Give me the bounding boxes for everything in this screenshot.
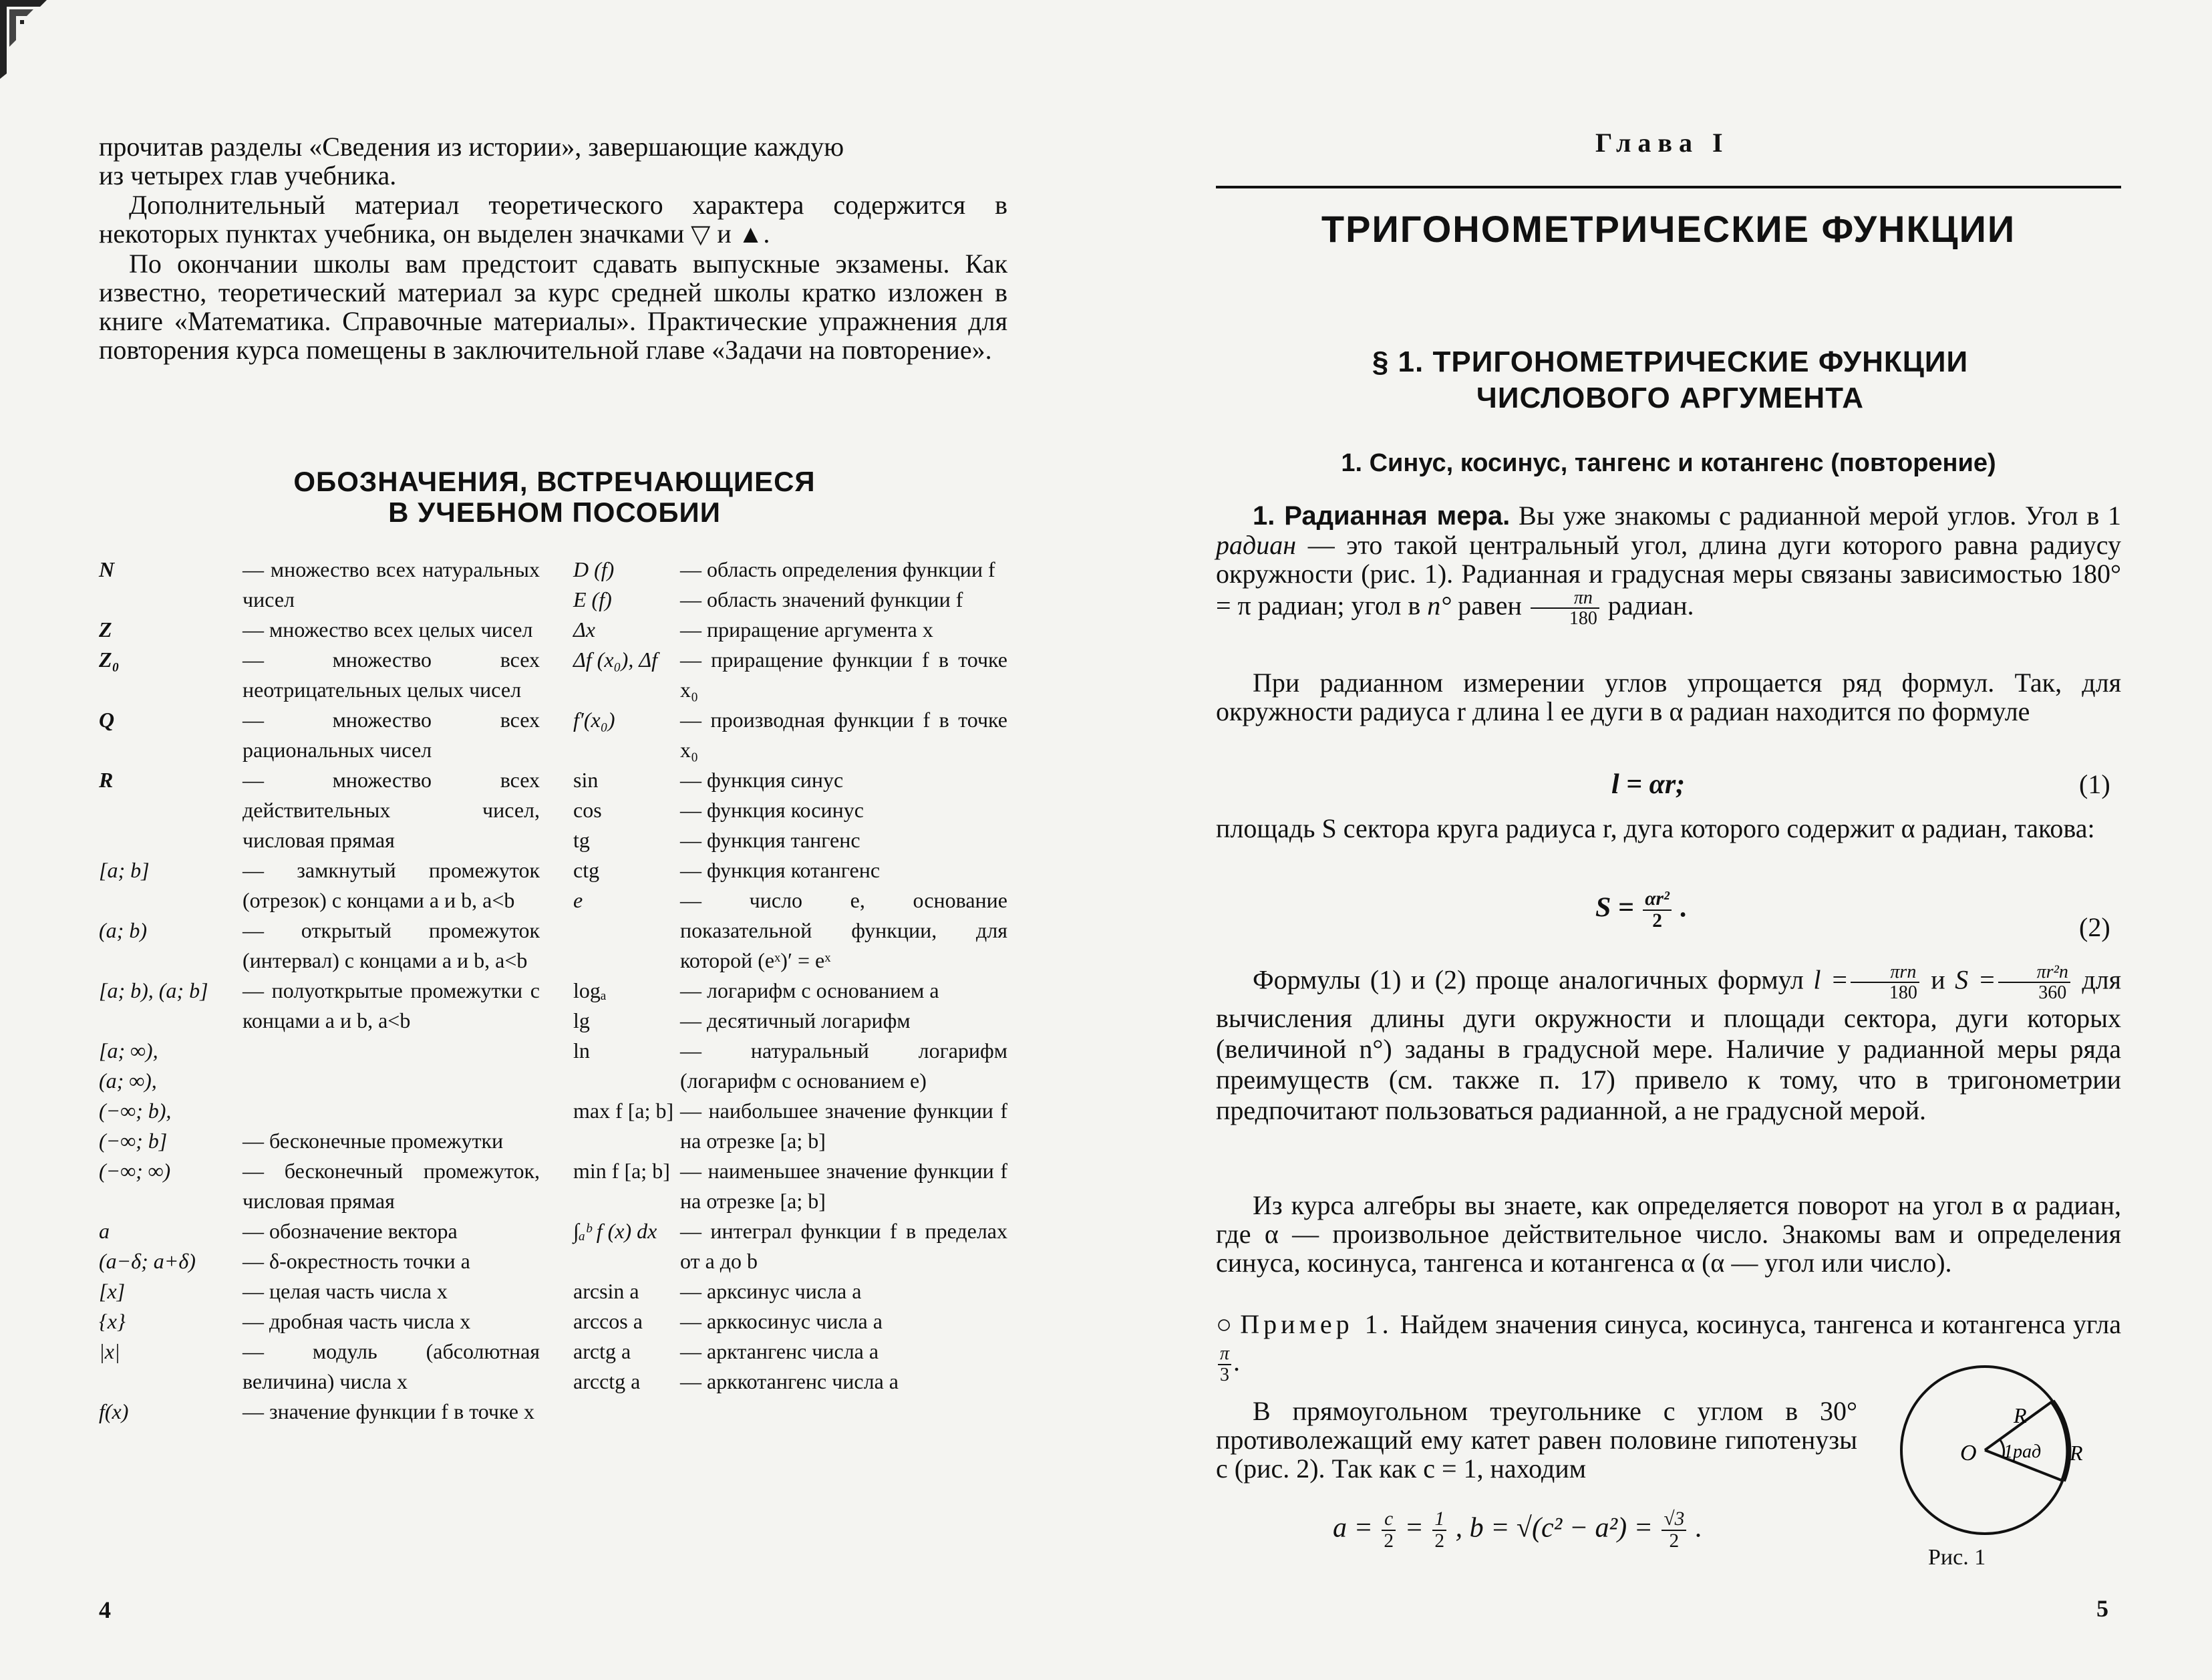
notation-symbol: [x] bbox=[99, 1279, 126, 1303]
notation-symbol: logₐ bbox=[573, 978, 607, 1002]
intro-line-1: прочитав разделы «Сведения из истории», завершающие каждую bbox=[99, 132, 844, 162]
figure-angle-label: 1рад bbox=[2004, 1441, 2042, 1462]
example-fraction bbox=[1218, 1344, 1231, 1385]
formula-1-number: (1) bbox=[2079, 769, 2110, 799]
notation-description: — арксинус числа a bbox=[680, 1279, 862, 1303]
radian-text-4: радиан. bbox=[1607, 590, 1694, 621]
comparison-paragraph bbox=[1216, 962, 2121, 1126]
notation-description: — множество всех рациональных чисел bbox=[243, 708, 540, 762]
radian-fraction-den: 180 bbox=[1569, 608, 1597, 629]
formula-2-end: . bbox=[1680, 892, 1688, 924]
subsection-title: 1. Синус, косинус, тангенс и котангенс (повторение) bbox=[1341, 449, 1996, 477]
notation-description: — дробная часть числа x bbox=[243, 1309, 471, 1333]
notation-symbol: ln bbox=[573, 1038, 590, 1063]
triangle-up-icon: ▲ bbox=[738, 221, 764, 249]
notation-description: — логарифм с основанием a bbox=[680, 978, 939, 1002]
notation-description: — арктангенс числа a bbox=[680, 1339, 879, 1363]
figure-1-radian-diagram bbox=[1895, 1360, 2095, 1540]
figure-arc bbox=[2052, 1401, 2068, 1481]
area-formula-lhs: S = bbox=[1955, 964, 1996, 995]
arc-formula-fraction bbox=[1851, 962, 1919, 1003]
final-fraction-2 bbox=[1432, 1509, 1446, 1552]
notation-description: — интеграл функции f в пределах от a до b bbox=[680, 1219, 1007, 1273]
final-fraction-3-den: 2 bbox=[1669, 1530, 1680, 1552]
notation-symbol: min f [a; b] bbox=[573, 1159, 670, 1183]
notation-description: — область значений функции f bbox=[680, 587, 963, 611]
notation-description: — арккосинус числа a bbox=[680, 1309, 883, 1333]
notation-symbol: f′(x₀) bbox=[573, 708, 615, 732]
final-formula-eq: = bbox=[1404, 1512, 1424, 1544]
final-fraction-3 bbox=[1662, 1509, 1686, 1552]
notation-symbol: Δx bbox=[573, 617, 595, 642]
arc-formula-lhs: l = bbox=[1813, 964, 1849, 995]
notation-description: — открытый промежуток (интервал) с концами a и b, a<b bbox=[243, 918, 540, 972]
notation-symbol: N bbox=[99, 557, 115, 581]
notation-symbol: Q bbox=[99, 708, 115, 732]
notation-symbol: (−∞; b] bbox=[99, 1129, 168, 1153]
notation-symbol: e bbox=[573, 888, 583, 912]
radian-lead: 1. Радианная мера. bbox=[1253, 501, 1511, 531]
notation-symbol: arcsin a bbox=[573, 1279, 639, 1303]
formula-2 bbox=[1595, 889, 1688, 932]
notation-symbol: cos bbox=[573, 798, 602, 822]
notation-symbol: (a; ∞), bbox=[99, 1069, 157, 1093]
notation-symbol: [a; b] bbox=[99, 858, 150, 882]
formula-2-lhs: S = bbox=[1595, 892, 1634, 924]
notation-description: — множество всех натуральных чисел bbox=[243, 557, 540, 611]
area-formula-num: πr²n bbox=[1998, 962, 2070, 983]
notation-description: — функция тангенс bbox=[680, 828, 860, 852]
notation-symbol: tg bbox=[573, 828, 590, 852]
notation-description: — множество всех неотрицательных целых чисел bbox=[243, 648, 540, 702]
figure-1-caption: Рис. 1 bbox=[1928, 1545, 1986, 1570]
area-formula-den: 360 bbox=[2038, 982, 2067, 1004]
arc-formula-den: 180 bbox=[1889, 982, 1917, 1004]
notation-symbol: arctg a bbox=[573, 1339, 631, 1363]
notation-description: — замкнутый промежуток (отрезок) с концами a и b, a<b bbox=[243, 858, 540, 912]
formula-1: l = αr; bbox=[1611, 769, 1686, 800]
notation-title-line-1: ОБОЗНАЧЕНИЯ, ВСТРЕЧАЮЩИЕСЯ bbox=[293, 466, 816, 497]
notation-symbol: Δf (x₀), Δf bbox=[573, 648, 657, 672]
formula-2-number: (2) bbox=[2079, 912, 2110, 942]
extra-material-conj: и bbox=[717, 219, 732, 249]
figure-center-label: O bbox=[1960, 1441, 1977, 1465]
area-formula-fraction bbox=[1998, 962, 2070, 1003]
chapter-title: ТРИГОНОМЕТРИЧЕСКИЕ ФУНКЦИИ bbox=[1321, 208, 2016, 250]
formula-2-den: 2 bbox=[1652, 909, 1662, 932]
chapter-label: Глава I bbox=[1595, 128, 1730, 158]
intro-line-2: из четырех глав учебника. bbox=[99, 160, 397, 190]
notation-symbol: ∫ₐᵇ f (x) dx bbox=[573, 1219, 657, 1243]
arc-formula-num: πrn bbox=[1851, 962, 1919, 983]
notation-symbol: (a; b) bbox=[99, 918, 147, 942]
notation-description: — множество всех целых чисел bbox=[243, 617, 533, 642]
notation-description: — натуральный логарифм (логарифм с основанием e) bbox=[680, 1038, 1007, 1093]
notation-symbol: [a; ∞), bbox=[99, 1038, 158, 1063]
notation-description: — полуоткрытые промежутки с концами a и b, a<b bbox=[243, 978, 540, 1032]
figure-arc-label: R bbox=[2070, 1441, 2083, 1465]
notation-description: — область определения функции f bbox=[680, 557, 995, 581]
notation-description: — приращение функции f в точке x₀ bbox=[680, 648, 1007, 702]
notation-symbol: ctg bbox=[573, 858, 600, 882]
notation-symbol: (−∞; b), bbox=[99, 1099, 172, 1123]
notation-description: — обозначение вектора bbox=[243, 1219, 458, 1243]
notation-symbol: Z₀ bbox=[99, 648, 120, 672]
radian-deg-var: n° bbox=[1427, 590, 1452, 621]
figure-radius-label: R bbox=[2014, 1403, 2027, 1427]
radian-term: радиан bbox=[1216, 530, 1297, 560]
example-end: . bbox=[1233, 1347, 1241, 1377]
notation-symbol: arcctg a bbox=[573, 1369, 641, 1393]
final-fraction-3-num: √3 bbox=[1662, 1509, 1686, 1531]
comparison-text-1: Формулы (1) и (2) проще аналогичных формул bbox=[1253, 964, 1804, 995]
notation-description: — функция синус bbox=[680, 768, 844, 792]
final-fraction-1 bbox=[1382, 1509, 1396, 1552]
section-title bbox=[1256, 344, 2084, 416]
final-formula bbox=[1333, 1509, 1702, 1552]
section-title-line-1: § 1. ТРИГОНОМЕТРИЧЕСКИЕ ФУНКЦИИ bbox=[1372, 345, 1969, 378]
formula-2-num: αr² bbox=[1643, 889, 1672, 911]
example-label: Пример 1. bbox=[1240, 1309, 1393, 1339]
notation-description: — значение функции f в точке x bbox=[243, 1399, 534, 1423]
notation-symbol: arccos a bbox=[573, 1309, 643, 1333]
notation-symbol: {x} bbox=[99, 1309, 126, 1333]
notation-symbol: [a; b), (a; b] bbox=[99, 978, 208, 1002]
notation-symbol: sin bbox=[573, 768, 599, 792]
final-formula-b: , b = √(c² − a²) = bbox=[1455, 1512, 1653, 1544]
formula-intro-paragraph: При радианном измерении углов упрощается ряд формул. Так, для окружности радиуса r длина l ее дуги в α радиан находится по формуле bbox=[1216, 668, 2121, 726]
exams-paragraph: По окончании школы вам предстоит сдавать выпускные экзамены. Как известно, теоретический материал за курс средней школы кратко изложен в книге «Математика. Справочные материалы». Практические упражнения для повторения курса помещены в заключительной главе «Задачи на повторение». bbox=[99, 249, 1007, 365]
example-fraction-num: π bbox=[1218, 1344, 1231, 1365]
notation-description: — наименьшее значение функции f на отрезке [a; b] bbox=[680, 1159, 1007, 1213]
extra-material-paragraph: Дополнительный материал теоретического характера содержится в некоторых пунктах учебника, он выделен значками ▽ и ▲. bbox=[99, 190, 1007, 249]
notation-description: — приращение аргумента x bbox=[680, 617, 933, 642]
example-marker-icon: ○ bbox=[1216, 1309, 1233, 1339]
notation-symbol: R bbox=[99, 768, 114, 792]
notation-description: — целая часть числа x bbox=[243, 1279, 448, 1303]
notation-description: — функция котангенс bbox=[680, 858, 881, 882]
notation-description: — наибольшее значение функции f на отрезке [a; b] bbox=[680, 1099, 1007, 1153]
notation-symbol: |x| bbox=[99, 1339, 120, 1363]
notation-description: — модуль (абсолютная величина) числа x bbox=[243, 1339, 540, 1393]
formula-2-fraction bbox=[1643, 889, 1672, 932]
notation-description: — производная функции f в точке x₀ bbox=[680, 708, 1007, 762]
notation-description: — арккотангенс числа a bbox=[680, 1369, 899, 1393]
notation-symbol: E (f) bbox=[573, 587, 612, 611]
notation-symbol: (a−δ; a+δ) bbox=[99, 1249, 196, 1273]
comparison-text-2: для вычисления длины дуги окружности и площади сектора, дуги которых (величиной n°) заданы в градусной мере. Наличие у радианной меры ряда преимуществ (см. также п. 17) привело к тому, что в тригонометрии предпочитают пользоваться радианной, а не градусной мерой. bbox=[1216, 964, 2122, 1125]
comparison-and: и bbox=[1931, 964, 1945, 995]
notation-symbol: max f [a; b] bbox=[573, 1099, 674, 1123]
notation-description: — δ-окрестность точки a bbox=[243, 1249, 470, 1273]
notation-symbol: f(x) bbox=[99, 1399, 129, 1423]
final-fraction-2-den: 2 bbox=[1434, 1530, 1445, 1552]
radian-text-1: Вы уже знакомы с радианной мерой углов. Угол в 1 bbox=[1519, 501, 2121, 531]
notation-description: — функция косинус bbox=[680, 798, 864, 822]
notation-symbol: (−∞; ∞) bbox=[99, 1159, 171, 1183]
final-formula-a: a = bbox=[1333, 1512, 1373, 1544]
extra-material-text: Дополнительный материал теоретического характера содержится в некоторых пунктах учебника, он выделен значками bbox=[99, 190, 1007, 249]
final-fraction-1-num: c bbox=[1382, 1509, 1396, 1531]
page-number-right: 5 bbox=[2096, 1595, 2108, 1622]
final-fraction-2-num: 1 bbox=[1432, 1509, 1446, 1531]
triangle-paragraph: В прямоугольном треугольнике с углом в 30° противолежащий ему катет равен половине гипотенузы c (рис. 2). Так как c = 1, находим bbox=[1216, 1396, 1857, 1484]
radian-fraction bbox=[1531, 588, 1599, 629]
radian-text-2: — это такой центральный угол, длина дуги которого равна радиусу окружности (рис. 1). Радианная и градусная меры связаны зависимостью 180° = π радиан; угол в bbox=[1216, 530, 2121, 621]
radian-fraction-num: πn bbox=[1531, 588, 1599, 609]
sector-area-paragraph: площадь S сектора круга радиуса r, дуга которого содержит α радиан, такова: bbox=[1216, 813, 2095, 843]
notation-description: — множество всех действительных чисел, числовая прямая bbox=[243, 768, 540, 852]
notation-title-line-2: В УЧЕБНОМ ПОСОБИИ bbox=[388, 497, 721, 528]
rotation-paragraph: Из курса алгебры вы знаете, как определяется поворот на угол в α радиан, где α — произвольное действительное число. Знакомы вам и определения синуса, косинуса, тангенса и котангенса α (α — угол или число). bbox=[1216, 1190, 2121, 1278]
final-fraction-1-den: 2 bbox=[1384, 1530, 1394, 1552]
example-text: Найдем значения синуса, косинуса, тангенса и котангенса угла bbox=[1400, 1309, 2121, 1339]
example-fraction-den: 3 bbox=[1220, 1364, 1230, 1385]
chapter-rule bbox=[1216, 186, 2121, 188]
radian-text-3: равен bbox=[1458, 590, 1522, 621]
notation-description: — бесконечный промежуток, числовая прямая bbox=[243, 1159, 540, 1213]
notation-description: — бесконечные промежутки bbox=[243, 1129, 504, 1153]
section-title-line-2: ЧИСЛОВОГО АРГУМЕНТА bbox=[1476, 382, 1865, 414]
page-number-left: 4 bbox=[99, 1596, 111, 1623]
triangle-down-icon: ▽ bbox=[691, 221, 711, 249]
notation-symbol: a⃗ bbox=[99, 1219, 126, 1243]
notation-symbol: D (f) bbox=[573, 557, 615, 581]
notation-description: — число e, основание показательной функции, для которой (eˣ)′ = eˣ bbox=[680, 888, 1007, 972]
notation-symbol: Z bbox=[99, 617, 112, 642]
notation-description: — десятичный логарифм bbox=[680, 1008, 911, 1032]
notation-symbol: lg bbox=[573, 1008, 590, 1032]
radian-paragraph bbox=[1216, 501, 2121, 629]
final-formula-end: . bbox=[1695, 1512, 1703, 1544]
